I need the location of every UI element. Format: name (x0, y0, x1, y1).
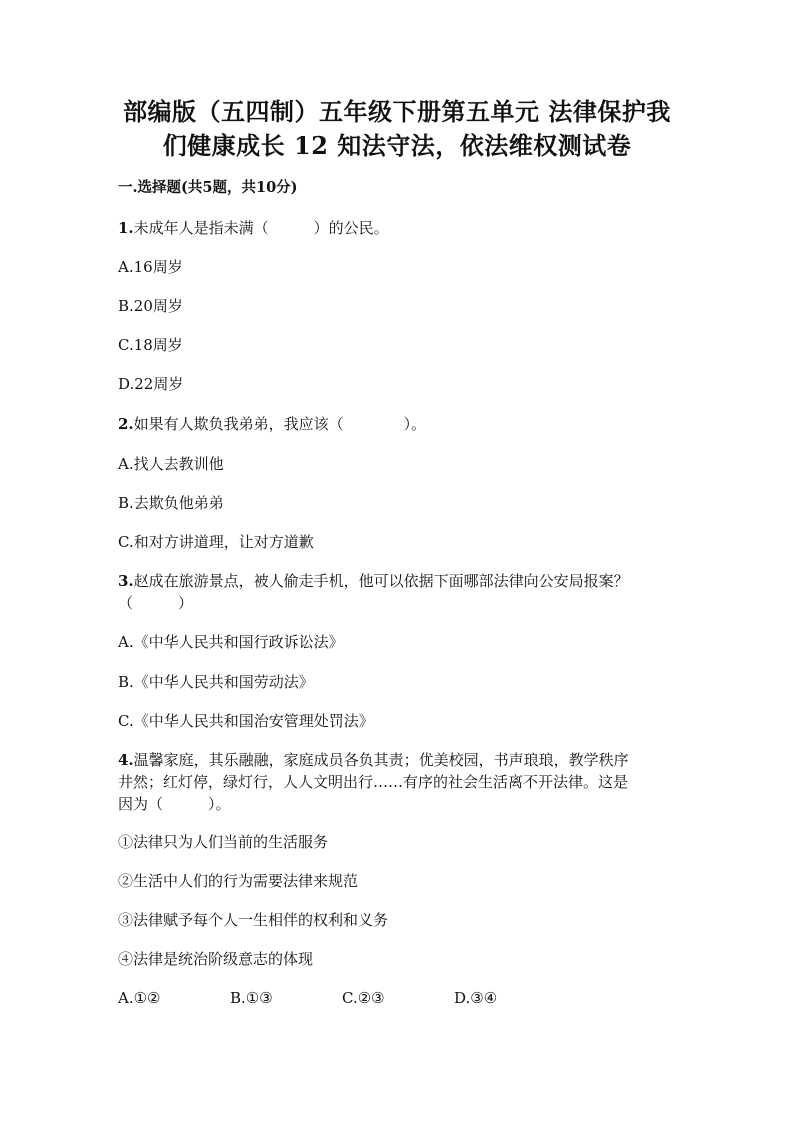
question-4-options (118, 988, 678, 1008)
question-3-option-b: B.《中华人民共和国劳动法》 (118, 673, 314, 691)
page-title-line-2: 们健康成长 12 知法守法，依法维权测试卷 (162, 131, 632, 160)
question-4-stem-line-2: 井然；红灯停，绿灯行，人人文明出行……有序的社会生活离不开法律。这是 (118, 773, 629, 791)
question-4-stem (118, 750, 678, 770)
question-1-option-c: C.18周岁 (118, 336, 183, 354)
question-2-option-a: A.找人去教训他 (118, 455, 224, 473)
question-2-option-c: C.和对方讲道理，让对方道歉 (118, 533, 314, 551)
question-4-statement-4: ④法律是统治阶级意志的体现 (118, 950, 314, 968)
question-3-option-a: A.《中华人民共和国行政诉讼法》 (118, 633, 344, 651)
question-4-option-a: A.①② (118, 989, 161, 1007)
question-4-option-d: D.③④ (454, 989, 498, 1007)
section-heading: 一.选择题(共5题，共10分) (118, 179, 298, 196)
question-4-statement-1: ①法律只为人们当前的生活服务 (118, 833, 329, 851)
question-4-statement-3: ③法律赋予每个人一生相伴的权利和义务 (118, 911, 389, 929)
question-3-stem (118, 571, 678, 591)
question-4-statement-2: ②生活中人们的行为需要法律来规范 (118, 872, 359, 890)
question-4-option-b: B.①③ (230, 989, 273, 1007)
question-number: 1. (118, 219, 134, 237)
question-2-stem (118, 414, 678, 434)
question-1-option-d: D.22周岁 (118, 375, 184, 393)
question-text: 温馨家庭，其乐融融，家庭成员各负其责；优美校园，书声琅琅，教学秩序 (133, 751, 629, 769)
question-4-option-c: C.②③ (342, 989, 385, 1007)
question-3-answer-blank: （ ） (118, 594, 194, 612)
question-3-option-c: C.《中华人民共和国治安管理处罚法》 (118, 712, 374, 730)
question-text: 如果有人欺负我弟弟，我应该（ ）。 (133, 415, 427, 433)
question-text: 赵成在旅游景点，被人偷走手机，他可以依据下面哪部法律向公安局报案？ (133, 572, 629, 590)
question-1-stem (118, 218, 678, 238)
question-number: 2. (118, 415, 134, 433)
question-text: 未成年人是指未满（ ）的公民。 (133, 219, 389, 237)
question-2-option-b: B.去欺负他弟弟 (118, 494, 224, 512)
question-1-option-b: B.20周岁 (118, 297, 183, 315)
question-number: 4. (118, 751, 134, 769)
page-title-line-1: 部编版（五四制）五年级下册第五单元 法律保护我 (123, 97, 671, 126)
question-4-stem-line-3: 因为（ ）。 (118, 795, 231, 813)
question-1-option-a: A.16周岁 (118, 258, 183, 276)
question-number: 3. (118, 572, 134, 590)
